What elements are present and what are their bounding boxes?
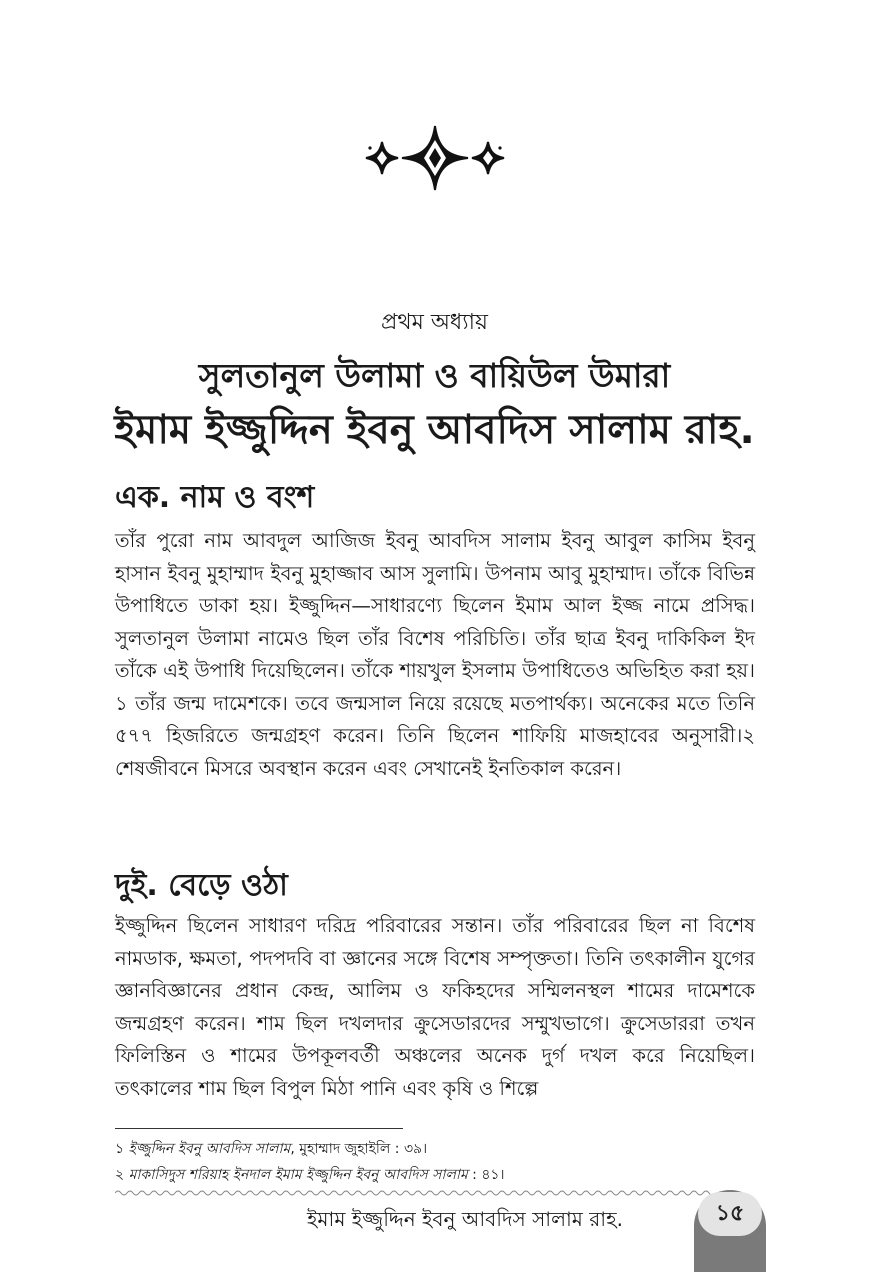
footnotes-list [115,1136,755,1188]
running-footer-title: ইমাম ইজ্জুদ্দিন ইবনু আবদিস সালাম রাহ. [307,1207,623,1231]
footnote-source-title: মাকাসিদুস শরিয়াহ ইনদাল ইমাম ইজ্জুদ্দিন ইবনু আবদিস সালাম [128,1167,468,1183]
section-heading-1: এক. নাম ও বংশ [115,480,315,515]
four-point-star-ornament-icon [360,118,510,198]
footnote-number: ১ [115,1141,125,1157]
section-heading-2: দুই. বেড়ে ওঠা [115,868,288,903]
chapter-title-line-1: সুলতানুল উলামা ও বায়িউল উমারা [198,356,671,395]
footnote-number: ২ [115,1167,125,1183]
footnote-reference: : ৪১। [467,1167,505,1183]
footer-wavy-divider [115,1189,715,1197]
chapter-label: প্রথম অধ্যায় [381,310,488,335]
footnote-divider [115,1128,403,1129]
page-number: ১৫ [698,1192,762,1236]
footnote-source-title: ইজ্জুদ্দিন ইবনু আবদিস সালাম [128,1141,291,1157]
page-number-tab [694,1190,766,1272]
footnote-item [115,1136,755,1162]
chapter-title-line-2: ইমাম ইজ্জুদ্দিন ইবনু আবদিস সালাম রাহ. [114,407,755,453]
section-paragraph-2: ইজ্জুদ্দিন ছিলেন সাধারণ দরিদ্র পরিবারের সন্তান। তাঁর পরিবারের ছিল না বিশেষ নামডাক, ক্ষমতা, পদপদবি বা জ্ঞানের সঙ্গে বিশেষ সম্পৃক্ততা। তিনি তৎকালীন যুগের জ্ঞানবিজ্ঞানের প্রধান কেন্দ্র, আলিম ও ফকিহদের সম্মিলনস্থল শামের দামেশকে জন্মগ্রহণ করেন। শাম ছিল দখলদার ক্রুসেডারদের সম্মুখভাগে। ক্রুসেডাররা তখন ফিলিস্তিন ও শামের উপকূলবর্তী অঞ্চলের অনেক দুর্গ দখল করে নিয়েছিল। তৎকালের শাম ছিল বিপুল মিঠা পানি এবং কৃষি ও শিল্পে [115,914,755,1100]
footnote-reference: , মুহাম্মাদ জুহাইলি : ৩৯। [290,1141,428,1157]
section-paragraph-1: তাঁর পুরো নাম আবদুল আজিজ ইবনু আবদিস সালাম ইবনু আবুল কাসিম ইবনু হাসান ইবনু মুহাম্মাদ ইবনু মুহাজ্জাব আস সুলামি। উপনাম আবু মুহাম্মাদ। তাঁকে বিভিন্ন উপাধিতে ডাকা হয়। ইজ্জুদ্দিন—সাধারণ্যে ছিলেন ইমাম আল ইজ্জ নামে প্রসিদ্ধ। সুলতানুল উলামা নামেও ছিল তাঁর বিশেষ পরিচিতি। তাঁর ছাত্র ইবনু দাকিকিল ইদ তাঁকে এই উপাধি দিয়েছিলেন। তাঁকে শায়খুল ইসলাম উপাধিতেও অভিহিত করা হয়।১ তাঁর জন্ম দামেশকে। তবে জন্মসাল নিয়ে রয়েছে মতপার্থক্য। অনেকের মতে তিনি ৫৭৭ হিজরিতে জন্মগ্রহণ করেন। তিনি ছিলেন শাফিয়ি মাজহাবের অনুসারী।২ শেষজীবনে মিসরে অবস্থান করেন এবং সেখানেই ইনতিকাল করেন। [115,529,755,780]
footnote-item [115,1162,755,1188]
